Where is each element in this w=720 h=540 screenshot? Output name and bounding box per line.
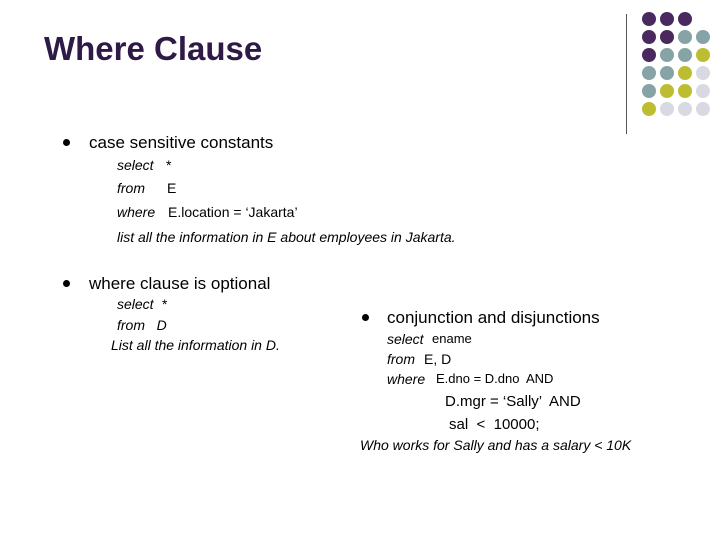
select-keyword: select [387, 331, 424, 347]
bullet-conjunction: conjunction and disjunctions [387, 308, 600, 327]
grid-dot [660, 102, 674, 116]
select-line: select * [117, 296, 167, 312]
bullet-icon [63, 280, 70, 287]
grid-dot [642, 84, 656, 98]
slide-title: Where Clause [44, 30, 263, 67]
select-keyword: select [117, 157, 154, 173]
grid-dot [642, 66, 656, 80]
condition-line-sal: sal < 10000; [449, 416, 540, 433]
bullet-icon [63, 139, 70, 146]
from-value: E [167, 180, 177, 196]
grid-dot [678, 30, 692, 44]
select-value: * [166, 157, 172, 173]
where-value: E.dno = D.dno AND [436, 371, 554, 386]
grid-dot [642, 102, 656, 116]
grid-dot [678, 12, 692, 26]
grid-dot [678, 48, 692, 62]
select-value: ename [432, 331, 472, 346]
grid-dot [696, 66, 710, 80]
grid-dot [696, 102, 710, 116]
grid-dot [660, 30, 674, 44]
where-value: E.location = ‘Jakarta’ [168, 204, 298, 220]
grid-dot [678, 102, 692, 116]
grid-dot [678, 84, 692, 98]
where-keyword: where [387, 371, 426, 387]
vertical-divider [626, 14, 627, 134]
grid-dot [642, 48, 656, 62]
grid-dot [696, 48, 710, 62]
bullet-case-sensitive: case sensitive constants [89, 133, 274, 152]
grid-dot [660, 66, 674, 80]
bullet-where-optional: where clause is optional [89, 274, 271, 293]
section2-description: List all the information in D. [111, 337, 280, 353]
grid-dot [696, 30, 710, 44]
where-keyword: where [117, 204, 156, 220]
grid-dot [642, 12, 656, 26]
section3-description: Who works for Sally and has a salary < 10K [360, 437, 632, 453]
grid-dot [660, 84, 674, 98]
condition-line-mgr: D.mgr = ‘Sally’ AND [445, 393, 581, 410]
grid-dot [678, 66, 692, 80]
grid-dot [642, 30, 656, 44]
grid-dot [696, 84, 710, 98]
from-keyword: from [387, 351, 415, 367]
bullet-icon [362, 314, 369, 321]
from-keyword: from [117, 180, 145, 196]
section1-description: list all the information in E about employees in Jakarta. [117, 229, 456, 245]
from-line: from D [117, 317, 167, 333]
grid-dot [660, 48, 674, 62]
grid-dot [660, 12, 674, 26]
from-value: E, D [424, 351, 452, 367]
